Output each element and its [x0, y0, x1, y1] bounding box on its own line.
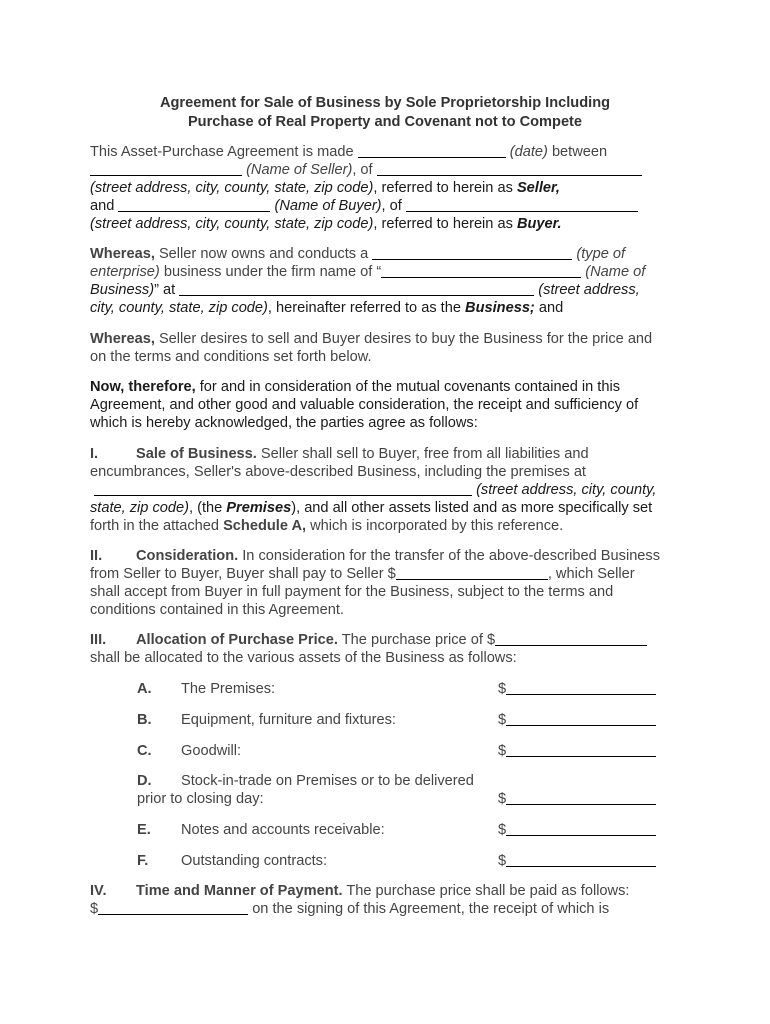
- allocation-letter: E.: [137, 822, 151, 838]
- allocation-amount: [498, 821, 656, 839]
- section4-number: IV.: [90, 883, 107, 899]
- premises-address-label-1: (street address, city, county,: [476, 482, 657, 498]
- allocation-text: Notes and accounts receivable:: [181, 822, 385, 838]
- dollar-sign: $: [498, 681, 507, 697]
- section1-line-4: [90, 499, 652, 517]
- allocation-text: Equipment, furniture and fixtures:: [181, 712, 396, 728]
- dollar-sign: $: [498, 743, 507, 759]
- date-label: (date): [509, 144, 548, 160]
- intro-line-2: [90, 161, 642, 179]
- whereas1-line-4: [90, 299, 563, 317]
- whereas1-text-2: business under the firm name of “: [163, 264, 382, 280]
- business-name-blank[interactable]: [381, 263, 581, 278]
- referred-text: , referred to herein as: [373, 180, 513, 196]
- section2-text-3: , which Seller: [547, 566, 635, 582]
- seller-name-blank[interactable]: [90, 161, 242, 176]
- allocation-total-blank[interactable]: [495, 631, 647, 646]
- section3-text-1: The purchase price of $: [341, 632, 496, 648]
- date-blank[interactable]: [358, 143, 506, 158]
- section3-line-2: shall be allocated to the various assets of the Business as follows:: [90, 650, 517, 666]
- allocation-letter: F.: [137, 853, 149, 869]
- buyer-address-label: (street address, city, county, state, zip code): [90, 216, 374, 232]
- section2-text-1: In consideration for the transfer of the above-described Business: [242, 548, 661, 564]
- allocation-amount: [498, 680, 656, 698]
- section4-heading: Time and Manner of Payment.: [136, 883, 343, 899]
- whereas2-label: Whereas,: [90, 331, 155, 347]
- section4-text-1: The purchase price shall be paid as follows:: [346, 883, 630, 899]
- section1-line-2: encumbrances, Seller's above-described Business, including the premises at: [90, 464, 586, 480]
- allocation-amount: [498, 790, 656, 808]
- dollar-sign: $: [498, 712, 507, 728]
- business-name-label-2: Business): [90, 282, 155, 298]
- section2-line-3: shall accept from Buyer in full payment for the Business, subject to the terms and: [90, 584, 614, 600]
- document-title-line-2: Purchase of Real Property and Covenant not to Compete: [187, 114, 583, 130]
- section4-line-1: [90, 882, 629, 900]
- enterprise-type-blank[interactable]: [372, 245, 572, 260]
- section1-heading: Sale of Business.: [136, 446, 257, 462]
- allocation-amount-blank[interactable]: [506, 821, 656, 836]
- section1-text-1: Seller shall sell to Buyer, free from all liabilities and: [260, 446, 589, 462]
- now-label: Now, therefore,: [90, 379, 196, 395]
- type-label-2: enterprise): [90, 264, 160, 280]
- section1-text-5: forth in the attached: [90, 518, 219, 534]
- allocation-text-2: prior to closing day:: [137, 791, 264, 807]
- section4-line-2: [90, 900, 609, 918]
- whereas1-line-1: [90, 245, 625, 263]
- whereas1-text-1: Seller now owns and conducts a: [158, 246, 369, 262]
- allocation-amount: [498, 742, 656, 760]
- buyer-address-blank[interactable]: [406, 197, 638, 212]
- intro-line-4: [90, 197, 638, 215]
- whereas2-line-2: on the terms and conditions set forth below.: [90, 349, 372, 365]
- allocation-amount-blank[interactable]: [506, 711, 656, 726]
- signing-payment-blank[interactable]: [98, 900, 248, 915]
- seller-address-blank[interactable]: [377, 161, 642, 176]
- section3-line-1: [90, 631, 647, 649]
- section1-text-4: ), and all other assets listed and as more specifically set: [291, 500, 653, 516]
- business-term: Business;: [465, 300, 535, 316]
- intro-text: This Asset-Purchase Agreement is made: [90, 144, 354, 160]
- of-text: , of: [352, 162, 373, 178]
- section4-text-2: on the signing of this Agreement, the receipt of which is: [252, 901, 610, 917]
- whereas1-line-2: [90, 263, 645, 281]
- section3-heading: Allocation of Purchase Price.: [136, 632, 338, 648]
- dollar-sign: $: [498, 822, 507, 838]
- allocation-letter: D.: [137, 773, 152, 789]
- allocation-amount: [498, 711, 656, 729]
- referred-text-2: , referred to herein as: [373, 216, 513, 232]
- buyer-term: Buyer.: [516, 216, 562, 232]
- address-label-1: (street address,: [538, 282, 640, 298]
- section1-line-5: [90, 517, 563, 535]
- dollar-sign: $: [498, 791, 507, 807]
- allocation-letter: C.: [137, 743, 152, 759]
- section1-text-6: which is incorporated by this reference.: [310, 518, 564, 534]
- section2-line-1: [90, 547, 660, 565]
- section1-line-3: [90, 481, 656, 499]
- section2-text-2: from Seller to Buyer, Buyer shall pay to Seller $: [90, 566, 396, 582]
- now-line-3: which is hereby acknowledged, the parties agree as follows:: [90, 415, 478, 431]
- now-line-1: [90, 378, 620, 396]
- whereas1-line-3: [90, 281, 640, 299]
- allocation-text: The Premises:: [181, 681, 276, 697]
- of2-text: , of: [381, 198, 402, 214]
- section2-number: II.: [90, 548, 103, 564]
- allocation-amount: [498, 852, 656, 870]
- section2-line-2: [90, 565, 635, 583]
- now-text-1: for and in consideration of the mutual covenants contained in this: [199, 379, 620, 395]
- allocation-text: Outstanding contracts:: [181, 853, 328, 869]
- allocation-text: Stock-in-trade on Premises or to be delivered: [181, 773, 474, 789]
- premises-term: Premises: [226, 500, 292, 516]
- section1-line-1: [90, 445, 589, 463]
- seller-address-label: (street address, city, county, state, zip code): [90, 180, 374, 196]
- allocation-letter: B.: [137, 712, 152, 728]
- whereas1-text-4: , hereinafter referred to as the: [267, 300, 461, 316]
- intro-line-1: [90, 143, 607, 161]
- section1-text-3: , (the: [188, 500, 223, 516]
- type-label-1: (type of: [576, 246, 626, 262]
- dollar-sign: $: [90, 901, 99, 917]
- premises-address-blank[interactable]: [94, 481, 472, 496]
- allocation-amount-blank[interactable]: [506, 852, 656, 867]
- whereas2-line-1: [90, 330, 652, 348]
- premises-address-label-2: state, zip code): [90, 500, 189, 516]
- section3-number: III.: [90, 632, 107, 648]
- document-title-line-1: Agreement for Sale of Business by Sole Proprietorship Including: [159, 95, 611, 111]
- allocation-letter: A.: [137, 681, 152, 697]
- seller-name-label: (Name of Seller): [246, 162, 353, 178]
- section2-heading: Consideration.: [136, 548, 239, 564]
- allocation-amount-blank[interactable]: [506, 790, 656, 805]
- buyer-name-blank[interactable]: [118, 197, 270, 212]
- now-line-2: Agreement, and other good and valuable consideration, the receipt and sufficiency of: [90, 397, 639, 413]
- allocation-amount-blank[interactable]: [506, 680, 656, 695]
- seller-term: Seller,: [516, 180, 560, 196]
- and-text: and: [90, 198, 115, 214]
- schedule-a-term: Schedule A,: [223, 518, 307, 534]
- business-address-blank[interactable]: [179, 281, 534, 296]
- purchase-price-blank[interactable]: [396, 565, 548, 580]
- buyer-name-label: (Name of Buyer): [274, 198, 382, 214]
- between-text: between: [551, 144, 608, 160]
- business-name-label-1: (Name of: [585, 264, 646, 280]
- address-label-2: city, county, state, zip code): [90, 300, 268, 316]
- allocation-text: Goodwill:: [181, 743, 242, 759]
- dollar-sign: $: [498, 853, 507, 869]
- section1-number: I.: [90, 446, 99, 462]
- whereas2-text-1: Seller desires to sell and Buyer desires to buy the Business for the price and: [158, 331, 653, 347]
- whereas1-text-5: and: [538, 300, 564, 316]
- section2-line-4: conditions contained in this Agreement.: [90, 602, 344, 618]
- intro-line-5: [90, 215, 562, 233]
- allocation-amount-blank[interactable]: [506, 742, 656, 757]
- intro-line-3: [90, 179, 560, 197]
- whereas1-label: Whereas,: [90, 246, 155, 262]
- whereas1-text-3: ” at: [154, 282, 176, 298]
